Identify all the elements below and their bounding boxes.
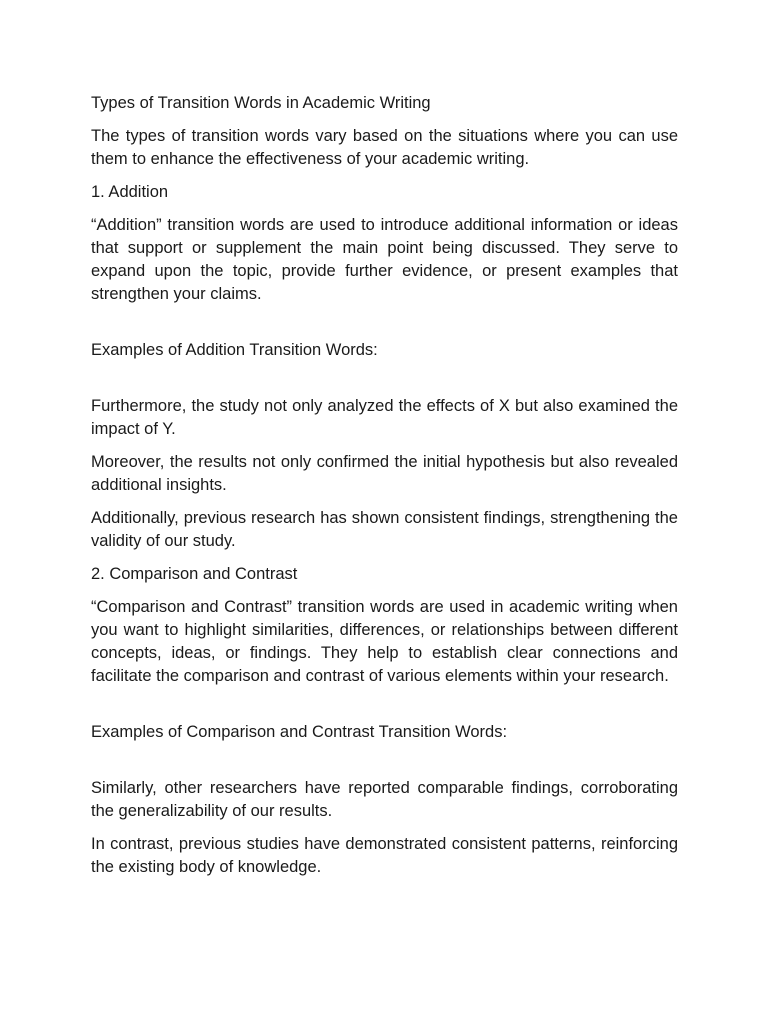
example-comparison-2: In contrast, previous studies have demonstrated consistent patterns, reinforcing the existing body of knowledge. — [91, 835, 678, 876]
intro-paragraph: The types of transition words vary based on the situations where you can use them to enhance the effectiveness of your academic writing. — [91, 127, 678, 168]
document-title: Types of Transition Words in Academic Writing — [91, 94, 431, 112]
examples-heading-comparison: Examples of Comparison and Contrast Transition Words: — [91, 723, 508, 741]
example-addition-3: Additionally, previous research has shown consistent findings, strengthening the validity of our study. — [91, 509, 678, 550]
section-description-comparison: “Comparison and Contrast” transition words are used in academic writing when you want to highlight similarities, differences, or relationships between different concepts, ideas, or findings. They help to establish clear connections and facilitate the comparison and contrast of various elements within your research. — [91, 598, 678, 685]
section-heading-comparison: 2. Comparison and Contrast — [91, 565, 298, 583]
section-description-addition: “Addition” transition words are used to introduce additional information or ideas that support or supplement the main point being discussed. They serve to expand upon the topic, provide further evidence, or present examples that strengthen your claims. — [91, 216, 678, 303]
example-addition-2: Moreover, the results not only confirmed the initial hypothesis but also revealed additional insights. — [91, 453, 678, 494]
examples-heading-addition: Examples of Addition Transition Words: — [91, 341, 378, 359]
example-comparison-1: Similarly, other researchers have reported comparable findings, corroborating the generalizability of our results. — [91, 779, 678, 820]
example-addition-1: Furthermore, the study not only analyzed the effects of X but also examined the impact of Y. — [91, 397, 678, 438]
section-heading-addition: 1. Addition — [91, 183, 169, 201]
